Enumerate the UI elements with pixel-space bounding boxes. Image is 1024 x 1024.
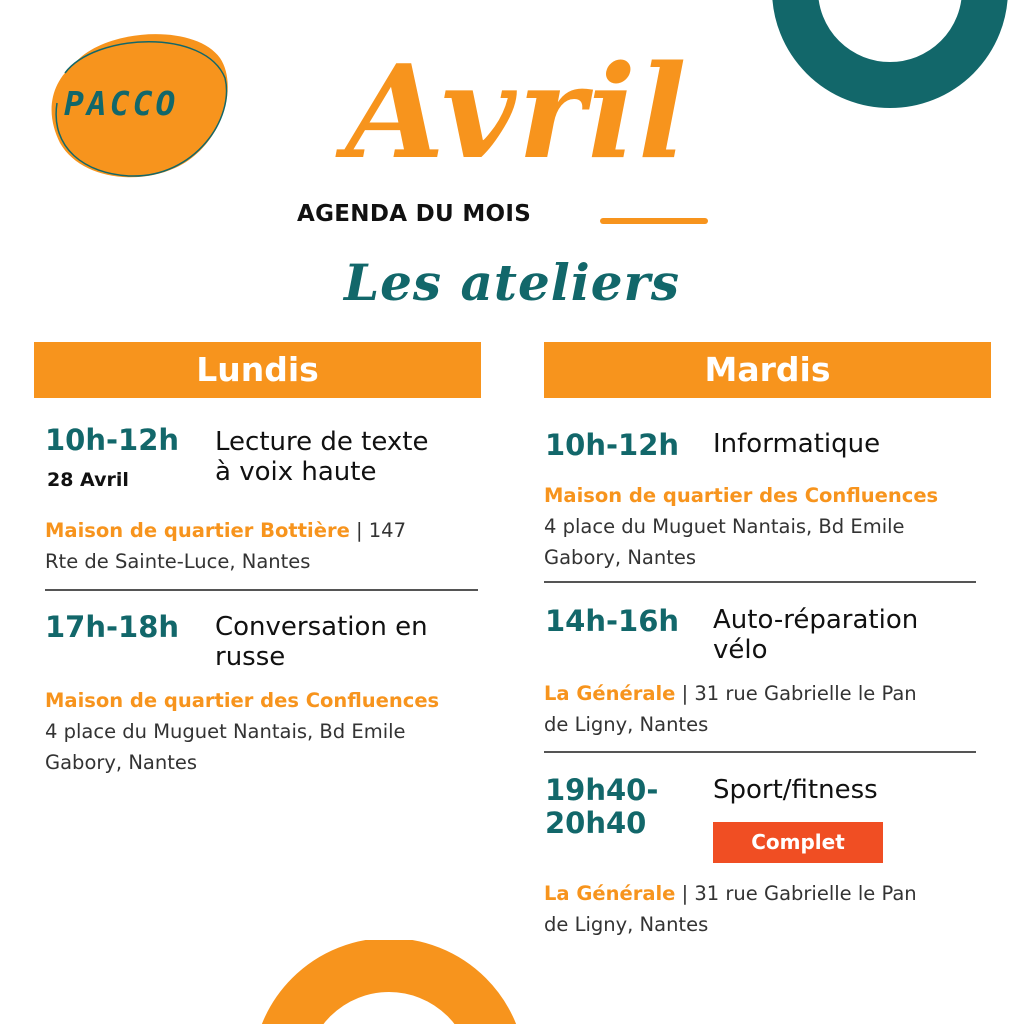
event-time: 10h-12h bbox=[545, 428, 680, 462]
logo-text: PACCO bbox=[64, 84, 179, 123]
column-header-lundis: Lundis bbox=[34, 342, 481, 398]
event-place: Maison de quartier des Confluences bbox=[45, 689, 440, 712]
agenda-underline bbox=[600, 218, 708, 224]
event-date: 28 Avril bbox=[47, 469, 129, 491]
decorative-ring-bottom bbox=[252, 940, 527, 1024]
event-title: Sport/fitness bbox=[713, 775, 878, 805]
event-place: La Générale bbox=[544, 682, 676, 705]
event-time: 17h-18h bbox=[45, 610, 180, 644]
event-title: Lecture de texte à voix haute bbox=[215, 427, 429, 487]
column-header-mardis: Mardis bbox=[544, 342, 991, 398]
event-place: Maison de quartier des Confluences bbox=[544, 484, 939, 507]
event-address: Maison de quartier Bottière | 147 Rte de Sainte-Luce, Nantes bbox=[45, 519, 406, 573]
event-title: Auto-réparation vélo bbox=[713, 605, 919, 665]
divider bbox=[45, 589, 478, 591]
agenda-heading: AGENDA DU MOIS bbox=[297, 201, 532, 227]
event-time: 19h40- 20h40 bbox=[545, 773, 659, 840]
event-address: La Générale | 31 rue Gabrielle le Pan de Ligny, Nantes bbox=[544, 882, 917, 936]
event-title: Informatique bbox=[713, 429, 881, 459]
event-place: Maison de quartier Bottière bbox=[45, 519, 350, 542]
event-address: Maison de quartier des Confluences 4 place du Muguet Nantais, Bd Emile Gabory, Nantes bbox=[45, 685, 439, 778]
divider bbox=[544, 581, 976, 583]
divider bbox=[544, 751, 976, 753]
ateliers-subtitle: Les ateliers bbox=[343, 253, 681, 312]
event-place: La Générale bbox=[544, 882, 676, 905]
status-badge: Complet bbox=[713, 822, 883, 863]
event-time: 14h-16h bbox=[545, 604, 680, 638]
event-address: La Générale | 31 rue Gabrielle le Pan de Ligny, Nantes bbox=[544, 682, 917, 736]
month-title: Avril bbox=[345, 38, 689, 188]
event-title: Conversation en russe bbox=[215, 612, 428, 672]
event-time: 10h-12h bbox=[45, 423, 180, 457]
event-address: Maison de quartier des Confluences 4 place du Muguet Nantais, Bd Emile Gabory, Nantes bbox=[544, 480, 938, 573]
